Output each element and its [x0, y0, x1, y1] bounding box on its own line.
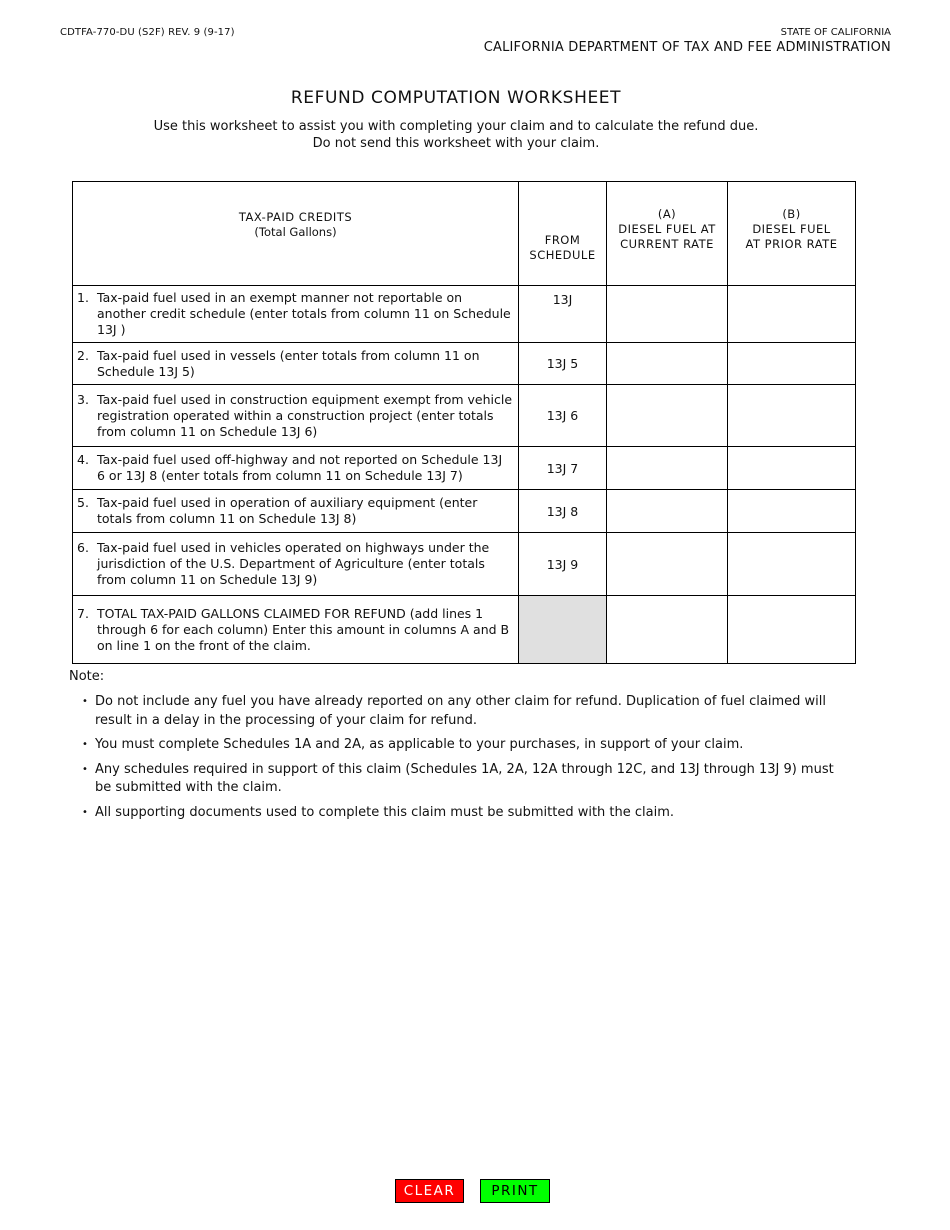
bullet-icon: •: [82, 763, 88, 775]
table-row: [73, 343, 856, 385]
line-1-col-b-input[interactable]: [728, 286, 856, 343]
line-6-col-b-input[interactable]: [728, 533, 856, 596]
table-row: [73, 385, 856, 447]
line-7-col-b-input[interactable]: [728, 596, 856, 664]
header-col-a-letter: (A): [657, 207, 677, 221]
header-credits-title: TAX-PAID CREDITS: [238, 209, 353, 224]
header-col-b-l1: DIESEL FUEL: [752, 222, 831, 236]
page-title: REFUND COMPUTATION WORKSHEET: [290, 88, 622, 108]
line-2-schedule: 13J 5: [519, 343, 607, 385]
line-1-description: [73, 286, 519, 343]
list-item: [80, 804, 850, 823]
line-number: 5.: [77, 495, 89, 510]
line-6-schedule: 13J 9: [519, 533, 607, 596]
header-credits-sub: (Total Gallons): [254, 224, 337, 239]
note-text: You must complete Schedules 1A and 2A, as applicable to your purchases, in support of your claim.: [95, 737, 744, 752]
line-text: Tax-paid fuel used in vessels (enter totals from column 11 on Schedule 13J 5): [97, 347, 480, 379]
line-7-description: [73, 596, 519, 664]
line-number: 1.: [77, 290, 89, 305]
line-1-schedule: 13J: [519, 286, 607, 343]
line-3-col-a-input[interactable]: [607, 385, 728, 447]
line-4-col-b-input[interactable]: [728, 447, 856, 490]
note-text: Any schedules required in support of this claim (Schedules 1A, 2A, 12A through 12C, and 13J through 13J 9) must be submitted with the claim.: [95, 761, 834, 795]
line-number: 6.: [77, 540, 89, 555]
note-text: Do not include any fuel you have already reported on any other claim for refund. Duplication of fuel claimed will result in a delay in the processing of your claim for refund.: [95, 694, 826, 728]
line-text: Tax-paid fuel used off-highway and not reported on Schedule 13J 6 or 13J 8 (enter totals from column 11 on Schedule 13J 7): [97, 452, 503, 483]
list-item: [80, 693, 850, 730]
line-6-description: [73, 533, 519, 596]
header-credits: [73, 182, 519, 286]
note-label: Note:: [69, 669, 105, 684]
line-text: TOTAL TAX-PAID GALLONS CLAIMED FOR REFUND (add lines 1 through 6 for each column) Enter this amount in columns A and B on line 1 on the front of the claim.: [97, 605, 510, 653]
header-col-a: [607, 182, 728, 286]
list-item: [80, 736, 850, 755]
line-number: 4.: [77, 452, 89, 467]
line-number: 3.: [77, 391, 89, 407]
header-schedule-l2: SCHEDULE: [529, 247, 596, 262]
bullet-icon: •: [82, 739, 88, 750]
bullet-icon: •: [82, 696, 88, 707]
clear-button[interactable]: CLEAR: [395, 1179, 464, 1203]
worksheet-table: [72, 181, 856, 664]
header-col-b: [728, 182, 856, 286]
line-3-col-b-input[interactable]: [728, 385, 856, 447]
table-row: [73, 596, 856, 664]
list-item: [80, 761, 850, 798]
notes-list: [80, 693, 850, 828]
table-row: [73, 490, 856, 533]
instruction-line-1: Use this worksheet to assist you with completing your claim and to calculate the refund due.: [153, 119, 759, 134]
bullet-icon: •: [82, 806, 88, 818]
header-schedule-l1: FROM: [544, 232, 581, 247]
line-text: Tax-paid fuel used in operation of auxiliary equipment (enter totals from column 11 on Schedule 13J 8): [97, 495, 478, 526]
line-3-description: [73, 385, 519, 447]
line-4-col-a-input[interactable]: [607, 447, 728, 490]
table-row: [73, 447, 856, 490]
table-row: [73, 286, 856, 343]
header-col-a-l2: CURRENT RATE: [620, 237, 714, 251]
header-col-a-l1: DIESEL FUEL AT: [618, 222, 716, 236]
line-1-col-a-input[interactable]: [607, 286, 728, 343]
line-4-schedule: 13J 7: [519, 447, 607, 490]
line-2-col-b-input[interactable]: [728, 343, 856, 385]
line-number: 7.: [77, 605, 89, 621]
line-5-schedule: 13J 8: [519, 490, 607, 533]
agency-name: CALIFORNIA DEPARTMENT OF TAX AND FEE ADMINISTRATION: [483, 40, 891, 55]
note-text: All supporting documents used to complete this claim must be submitted with the claim.: [95, 804, 675, 820]
line-7-col-a-input[interactable]: [607, 596, 728, 664]
line-2-col-a-input[interactable]: [607, 343, 728, 385]
header-col-b-l2: AT PRIOR RATE: [745, 237, 838, 251]
line-3-schedule: 13J 6: [519, 385, 607, 447]
line-6-col-a-input[interactable]: [607, 533, 728, 596]
line-4-description: [73, 447, 519, 490]
state-label: STATE OF CALIFORNIA: [780, 27, 891, 38]
line-text: Tax-paid fuel used in an exempt manner not reportable on another credit schedule (enter totals from column 11 on Schedule 13J ): [97, 290, 511, 337]
line-text: Tax-paid fuel used in construction equipment exempt from vehicle registration operated within a construction project (enter totals from column 11 on Schedule 13J 6): [97, 391, 513, 439]
instruction-line-2: Do not send this worksheet with your claim.: [312, 136, 600, 151]
line-5-description: [73, 490, 519, 533]
header-col-b-letter: (B): [782, 207, 801, 221]
line-number: 2.: [77, 347, 89, 363]
line-5-col-b-input[interactable]: [728, 490, 856, 533]
table-row: [73, 533, 856, 596]
line-5-col-a-input[interactable]: [607, 490, 728, 533]
line-text: Tax-paid fuel used in vehicles operated on highways under the jurisdiction of the U.S. Department of Agriculture (enter totals from column 11 on Schedule 13J 9): [97, 540, 490, 587]
header-schedule: [519, 182, 607, 286]
header-row: [73, 182, 856, 286]
line-2-description: [73, 343, 519, 385]
print-button[interactable]: PRINT: [480, 1179, 550, 1203]
form-id: CDTFA-770-DU (S2F) REV. 9 (9-17): [60, 27, 235, 38]
line-7-schedule-shaded: [519, 596, 607, 664]
